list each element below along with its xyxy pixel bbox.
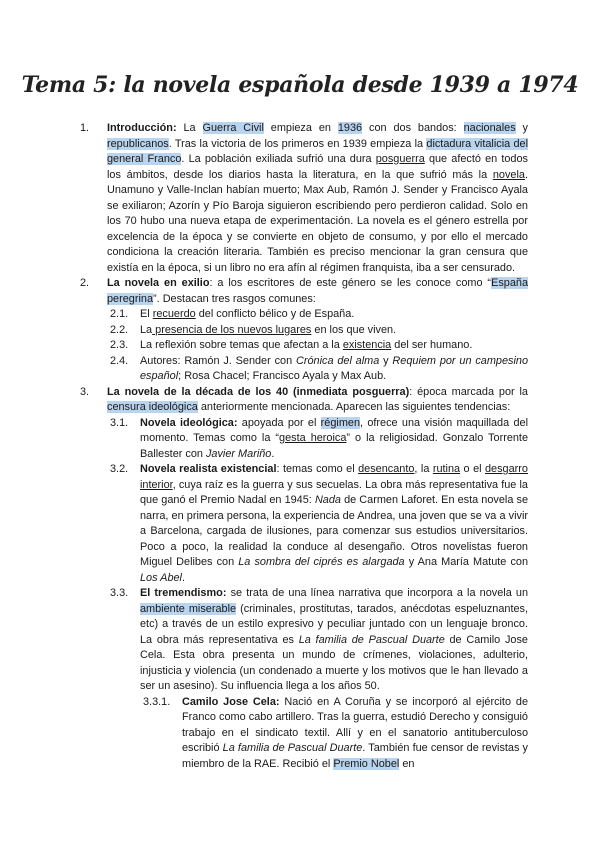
section-number: 1.: [80, 122, 90, 134]
highlight: 1936: [337, 122, 363, 134]
highlight: dictadura vitalicia del general Franco: [107, 137, 528, 165]
section-text: Introducción: La Guerra Civil empieza en 1936 con dos bandos: nacionales y republicanos. Tras la victoria de los primeros en 1939 empieza la dictadura vitalicia del general Franco. La población exiliada sufrió una dura posguerra que afectó en todos los ámbitos, desde los diarios hasta la literatura, en la que sufrió más la novela. Unamuno y Valle-Inclan habían muerto; Max Aub, Ramón J. Sender y Francisco Ayala se exiliaron; Azorín y Pío Baroja siguieron escribiendo pero perdieron calidad. Solo en los 70 hubo una nueva etapa de experimentación. La novela es el género estrella por excelencia de la época y se convierte en objeto de consumo, y por ello el mercado condiciona la creación literaria. También es preciso mencionar la gran censura que existía en la época, si un libro no era afín al régimen franquista, iba a ser censurado.: [107, 122, 529, 274]
subsection-3-3: 3.3. El tremendismo: se trata de una línea narrativa que incorpora a la novela un ambiente miserable (criminales, prostitutas, tarados, anécdotas espeluznantes, etc) a través de un estilo expresivo y peculiar juntado con un lenguaje bronco. La obra más representativa es La familia de Pascual Duarte de Camilo Jose Cela. Esta obra presenta un mundo de crímenes, violaciones, adulterio, injusticia y violencia (un condenado a muerte y los motivos que le han llevado a ser un asesino). Su influencia llega a los años 50.: [110, 587, 529, 692]
work-title: La familia de Pascual Duarte: [298, 633, 445, 646]
work-title: Crónica del alma: [295, 354, 380, 367]
section-2: [80, 276, 528, 307]
work-title: La familia de Pascual Duarte: [222, 742, 363, 754]
work-title: Los Abel: [140, 571, 182, 584]
list-item: 2.1. El recuerdo del conflicto bélico y de España.: [110, 308, 355, 320]
section-number: 3.: [80, 385, 90, 398]
highlight: ambiente miserable: [140, 602, 237, 615]
list-item: 2.2. La presencia de los nuevos lugares en los que viven.: [110, 323, 397, 336]
list-item: 2.4. Autores: Ramón J. Sender con Crónica del alma y Requiem por un campesino español; Rosa Chacel; Francisco Ayala y Max Aub.: [110, 354, 528, 382]
work-title: Javier Mariño: [205, 447, 272, 460]
section-3: [80, 385, 528, 416]
highlight: nacionales: [463, 122, 516, 134]
section-text: La novela en exilio: a los escritores de este género se les conoce como “España peregrina”. Destacan tres rasgos comunes:: [107, 277, 528, 305]
section-text: La novela de la década de los 40 (inmediata posguerra): época marcada por la censura ideológica anteriormente mencionada. Aparecen las siguientes tendencias:: [107, 385, 528, 413]
work-title: La sombra del ciprés es alargada: [238, 556, 405, 568]
subsection-3-1: 3.1. Novela ideológica: apoyada por el régimen, ofrece una visión maquillada del momento. Temas como la “gesta heroica” o la religiosidad. Gonzalo Torrente Ballester con Javier Mariño.: [110, 416, 529, 460]
list-item: 2.3. La reflexión sobre temas que afectan a la existencia del ser humano.: [110, 339, 473, 351]
highlight: España peregrina: [107, 277, 528, 305]
underlined-term: posguerra: [375, 153, 425, 165]
highlight: régimen: [320, 416, 361, 429]
underlined-term: novela: [492, 168, 525, 181]
section-number: 2.: [80, 277, 90, 289]
subsection-3-2: 3.2. Novela realista existencial: temas como el desencanto, la rutina o el desgarro interior, cuya raíz es la guerra y sus secuelas. La obra más representativa fue la que ganó el Premio Nadal en 1945: Nada de Carmen Laforet. En esta novela se narra, en primera persona, la experiencia de Andrea, una joven que se va a vivir a Barcelona, cargada de ilusiones, para comenzar sus estudios universitarios. Poco a poco, la realidad la conduce al desengaño. Otros novelistas fueron Miguel Delibes con La sombra del ciprés es alargada y Ana María Matute con Los Abel.: [110, 463, 529, 584]
page-title: Tema 5: la novela española desde 1939 a 1974: [21, 72, 579, 98]
work-title: Requiem por un campesino español: [140, 354, 528, 382]
work-title: Nada: [314, 494, 341, 506]
highlight: republicanos: [107, 137, 169, 150]
section-1: [80, 121, 528, 276]
document-body: [80, 121, 528, 772]
highlight: Premio Nobel: [333, 757, 400, 770]
highlight: censura ideológica: [107, 401, 198, 413]
highlight: Guerra Civil: [202, 122, 264, 134]
subsection-3-3-1: 3.3.1. Camilo Jose Cela: Nació en A Coruña y se incorporó al ejército de Franco como cabo artillero. Tras la guerra, estudió Derecho y consiguió trabajo en el sindicato textil. Allí y en el sanatorio antituberculoso escribió La familia de Pascual Duarte. También fue censor de revistas y miembro de la RAE. Recibió el Premio Nobel en: [143, 695, 529, 770]
